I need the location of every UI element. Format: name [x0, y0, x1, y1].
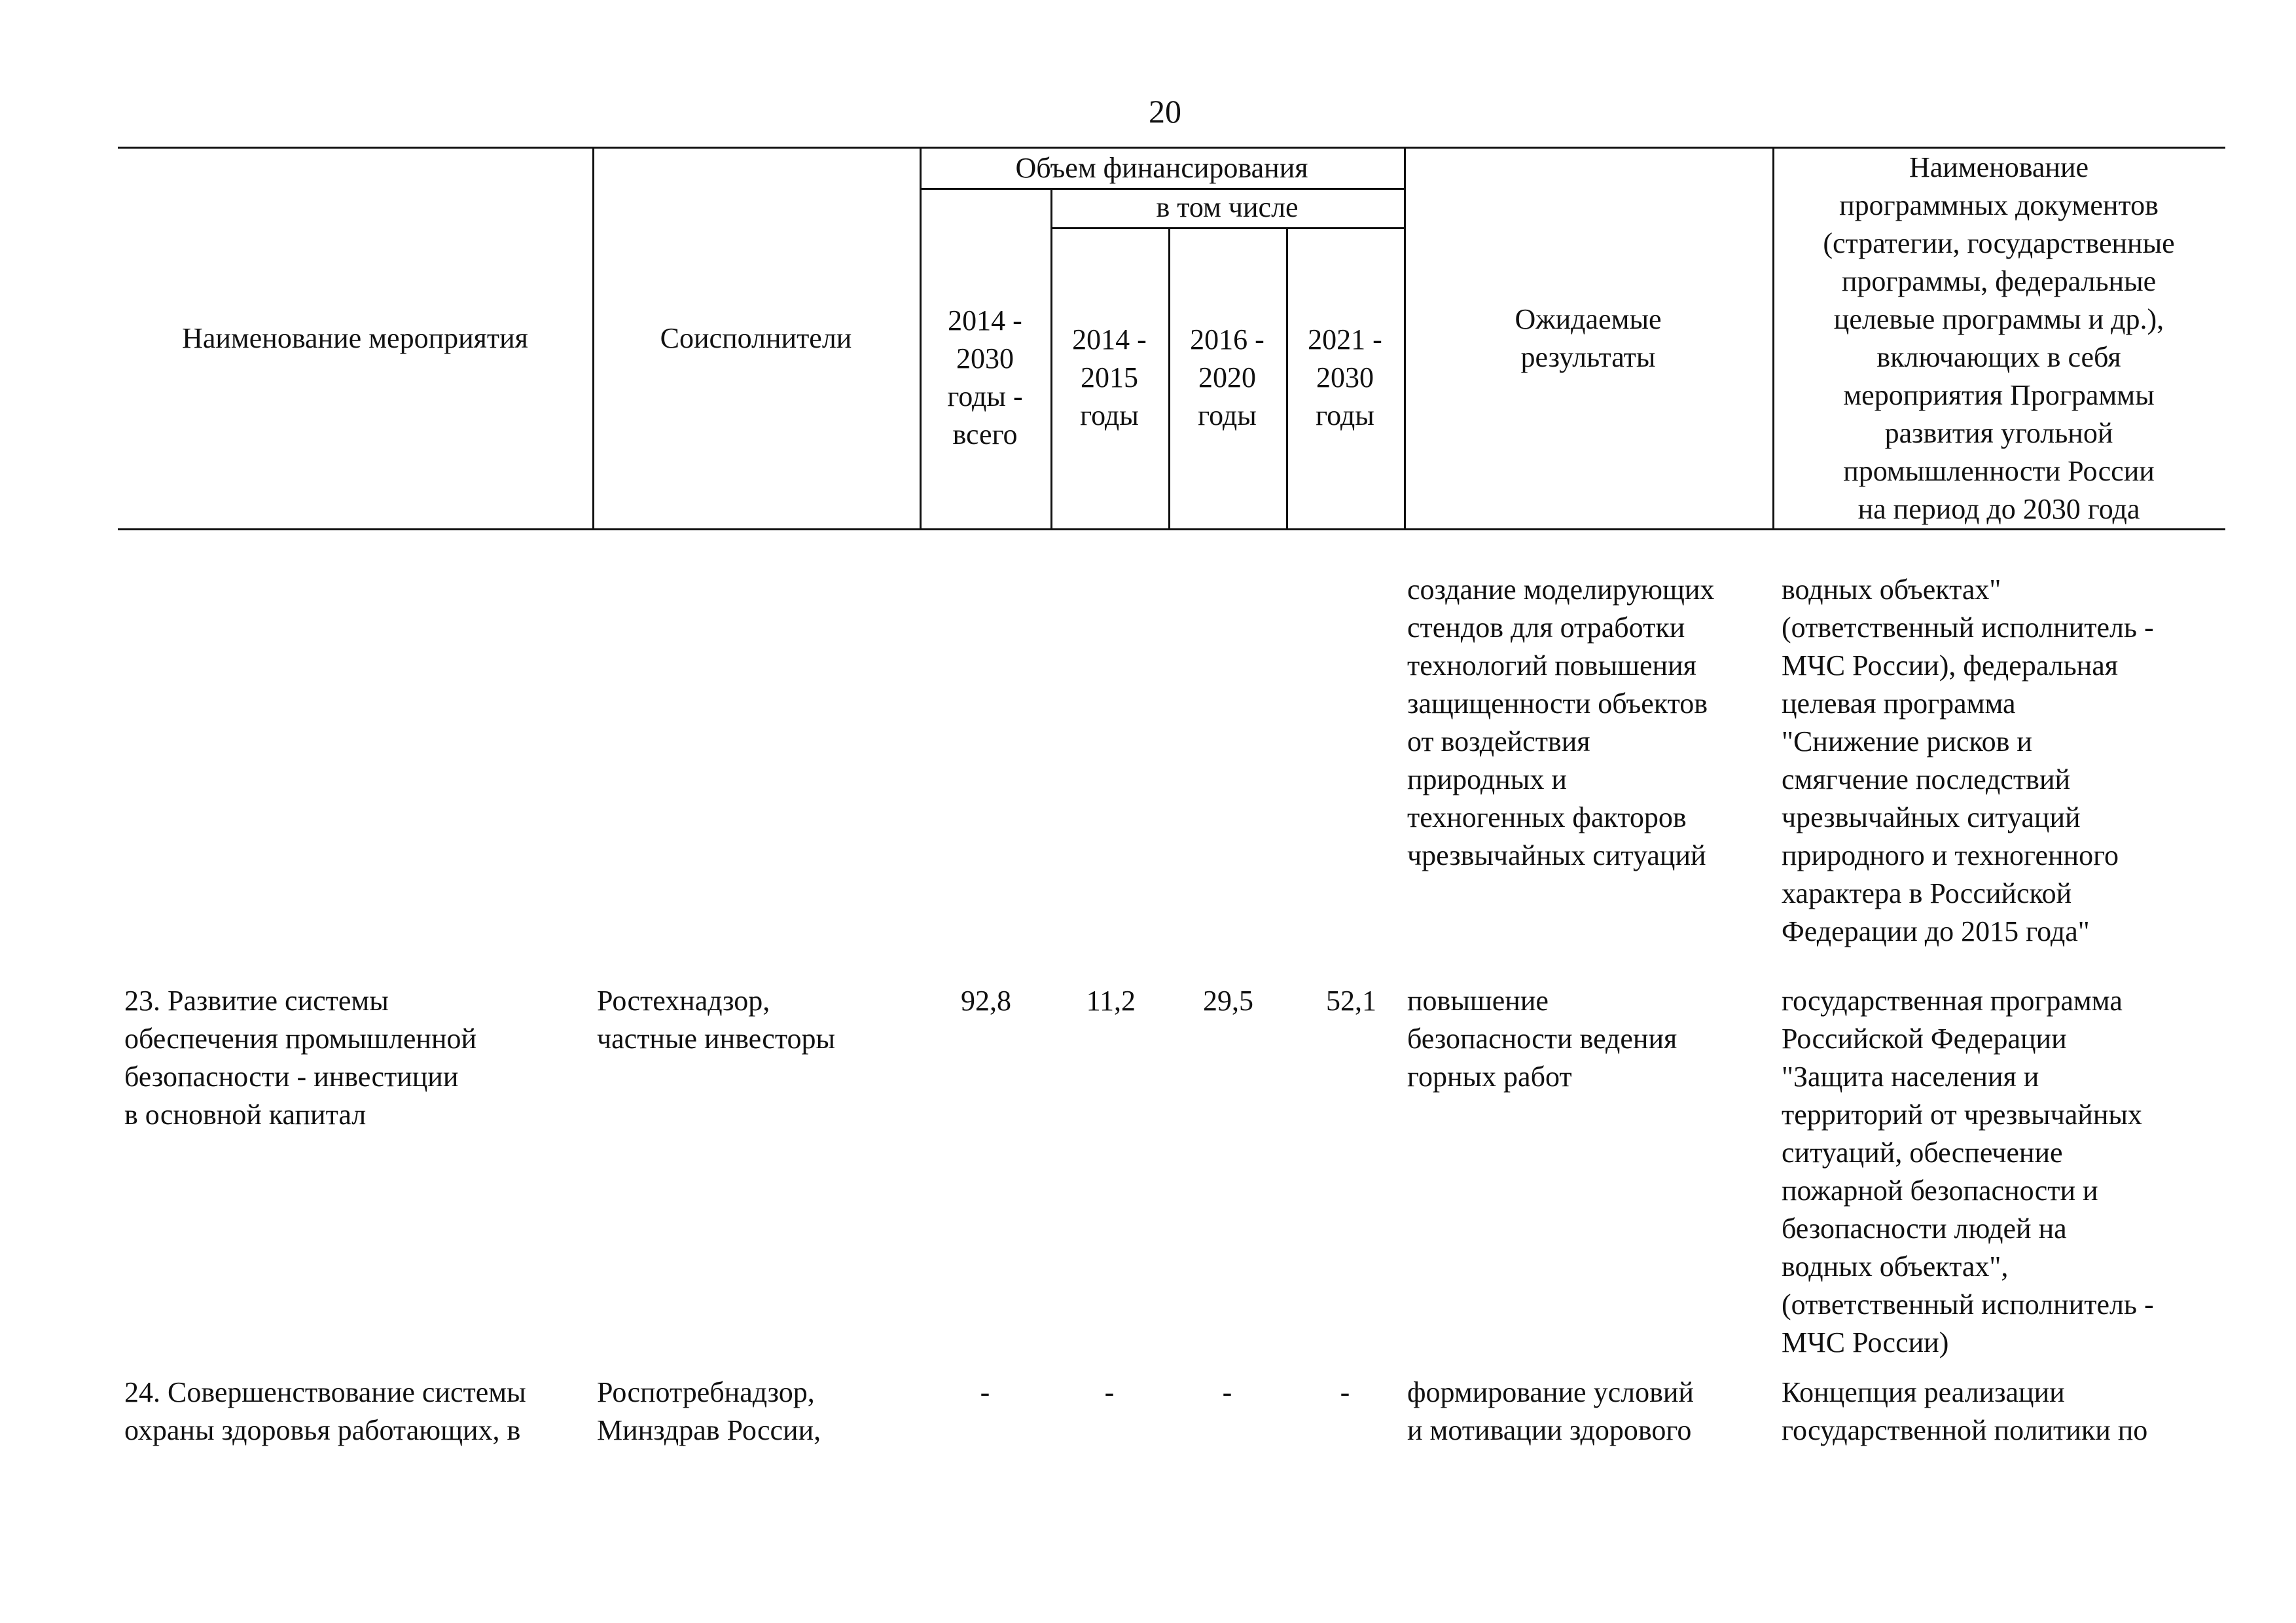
row-24-total: -	[980, 1376, 990, 1408]
header-col-coexecutors: Соисполнители	[660, 322, 852, 354]
row-24-2014-2015: -	[1104, 1376, 1115, 1408]
header-col-including: в том числе	[1156, 191, 1299, 223]
page-number: 20	[1149, 93, 1181, 130]
table-header	[118, 147, 2225, 530]
header-col-total: 2014 - 2030 годы - всего	[947, 304, 1023, 450]
row-23-2021-2030: 52,1	[1326, 985, 1376, 1017]
header-col-2016-2020: 2016 - 2020 годы	[1190, 323, 1265, 431]
row-24-documents: Концепция реализации государственной политики по	[1782, 1376, 2148, 1446]
row-24-name: 24. Совершенствование системы охраны здоровья работающих, в	[124, 1376, 526, 1446]
header-col-funding: Объем финансирования	[1015, 152, 1308, 184]
continuation-results: создание моделирующих стендов для отработки технологий повышения защищенности объектов от воздействия природных и техногенных факторов чрезвычайных ситуаций	[1407, 574, 1715, 871]
row-24-2021-2030: -	[1340, 1376, 1350, 1408]
continuation-documents: водных объектах" (ответственный исполнитель - МЧС России), федеральная целевая программа "Снижение рисков и смягчение последствий чрезвычайных ситуаций природного и техногенного характера в Российской Федерации до 2015 года"	[1782, 574, 2154, 947]
row-23-total: 92,8	[961, 985, 1011, 1017]
row-24-coexecutors: Роспотребнадзор, Минздрав России,	[597, 1376, 821, 1446]
row-23-2016-2020: 29,5	[1203, 985, 1253, 1017]
header-col-documents: Наименование программных документов (стратегии, государственные программы, федеральные целевые программы и др.), включающих в себя мероприятия Программы развития угольной промышленности России на период до 2030 года	[1823, 151, 2175, 525]
header-col-2021-2030: 2021 - 2030 годы	[1308, 323, 1382, 431]
row-24-results: формирование условий и мотивации здорового	[1407, 1376, 1694, 1446]
header-col-name: Наименование мероприятия	[182, 322, 528, 354]
row-23-results: повышение безопасности ведения горных работ	[1407, 985, 1677, 1093]
header-col-results: Ожидаемые результаты	[1515, 303, 1662, 373]
row-23-documents: государственная программа Российской Федерации "Защита населения и территорий от чрезвычайных ситуаций, обеспечение пожарной безопасности и безопасности людей на водных объектах", (ответственный исполнитель - МЧС России)	[1782, 985, 2154, 1359]
row-23-coexecutors: Ростехнадзор, частные инвесторы	[597, 985, 836, 1055]
header-col-2014-2015: 2014 - 2015 годы	[1072, 323, 1147, 431]
row-23-2014-2015: 11,2	[1086, 985, 1136, 1017]
row-24-2016-2020: -	[1222, 1376, 1232, 1408]
row-23-name: 23. Развитие системы обеспечения промышленной безопасности - инвестиции в основной капитал	[124, 985, 477, 1131]
